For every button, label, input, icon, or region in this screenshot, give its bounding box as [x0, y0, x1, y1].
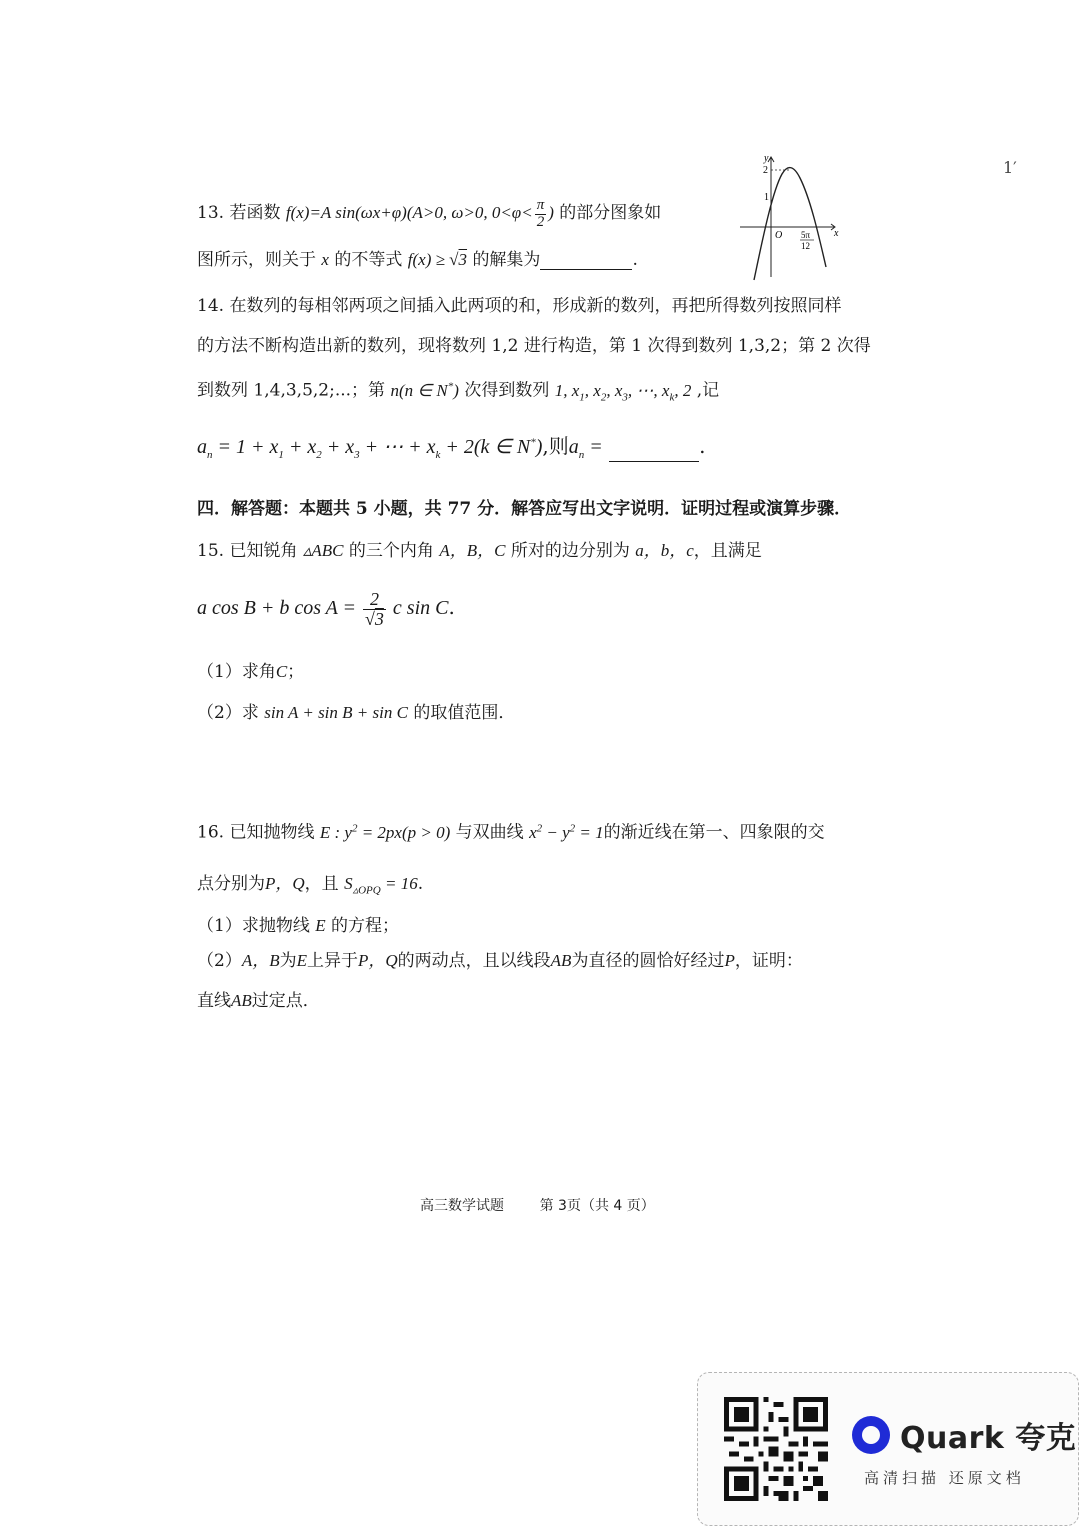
- footer-subject: 高三数学试题: [420, 1198, 504, 1214]
- q16-part-1: [197, 916, 399, 936]
- q15-equation-expr: a cos B + b cos A = $\frac{2}{√3}$ c sin C: [197, 589, 449, 629]
- q16-part2-text2: 上异于: [307, 951, 358, 971]
- q16-line1-prefix: 16. 已知抛物线: [197, 822, 315, 843]
- q16-parabola: E : $y^2 = 2px(p > 0)$: [319, 822, 451, 842]
- y-tick-1: 1: [764, 192, 769, 203]
- origin-label: O: [775, 230, 783, 241]
- q16-line-1: [197, 822, 825, 843]
- q16-part2-text5: ，证明：: [734, 951, 803, 971]
- q15-line1-suffix: ，且满足: [693, 541, 762, 561]
- q15-triangle: ▵ABC: [302, 541, 344, 560]
- q15-sides: a，b，c: [635, 541, 694, 560]
- q16-part2-PQ: P，Q: [358, 951, 398, 970]
- q14-line3-middle: 次得到数列: [464, 380, 550, 401]
- q16-part1-suffix: 的方程；: [331, 916, 400, 936]
- q15-part1-C: C: [275, 662, 288, 681]
- quark-slogan: 高清扫描 还原文档: [864, 1469, 1025, 1487]
- q16-line-2: 点分别为P，Q，且 $S_{▵OPQ} = 16$.: [197, 874, 424, 897]
- y-tick-2: 2: [763, 165, 768, 176]
- q16-area: $S_{▵OPQ} = 16$: [344, 874, 418, 897]
- q16-part2-text1: 为: [279, 951, 297, 971]
- q15-part-1: （1）求角C；: [197, 662, 305, 682]
- q16-part-2: [197, 951, 803, 971]
- q13-variable-x: x: [321, 250, 329, 269]
- q13-line-1: [197, 198, 661, 231]
- sine-curve: [754, 168, 826, 280]
- q14-line4-suffix: ,则: [542, 434, 569, 458]
- q14-sequence: 1, $x_1$, $x_2$, $x_3$, ⋯, $x_k$, 2: [554, 380, 692, 404]
- q15-part-2: [197, 703, 515, 723]
- q14-line-3: [197, 380, 719, 404]
- y-axis-label: y: [764, 153, 769, 164]
- q16-part1-prefix: （1）求抛物线: [197, 916, 310, 936]
- q14-answer-blank: [609, 446, 699, 462]
- q16-points-PQ: P，Q: [265, 874, 305, 893]
- q13-sine-graph: [738, 152, 838, 282]
- q13-line2-middle: 的不等式: [334, 250, 403, 270]
- q15-part2-expr: sin A + sin B + sin C: [264, 703, 408, 722]
- q13-line2-suffix: 的解集为: [472, 250, 541, 270]
- q14-an-eq: $a_n$ =: [568, 436, 603, 461]
- q14-n-in-N: n(n ∈ N*): [390, 380, 459, 400]
- q16-line1-suffix: 的渐近线在第一、四象限的交: [603, 822, 825, 843]
- quark-logo-icon: [852, 1416, 890, 1454]
- q14-line3-suffix: ,记: [696, 380, 720, 401]
- x-tick-numerator: 5π: [801, 230, 811, 240]
- qr-code-icon: [724, 1397, 828, 1501]
- q14-line-2: 的方法不断构造出新的数列，现将数列 1,2 进行构造，第 1 次得到数列 1,3,2；第 2 次得: [197, 336, 871, 356]
- q15-line1-prefix: 15. 已知锐角: [197, 541, 298, 561]
- q15-angles: A，B，C: [439, 541, 506, 560]
- q16-part2-AB: A，B: [241, 951, 280, 970]
- q16-part1-E: E: [315, 916, 326, 935]
- q15-line1-mid2: 所对的边分别为: [510, 541, 630, 561]
- q16-last-prefix: 直线: [197, 991, 231, 1011]
- section-4-heading: 四．解答题：本题共 5 小题，共 77 分．解答应写出文字说明．证明过程或演算步骤．: [197, 499, 852, 519]
- quark-brand-name: Quark 夸克: [900, 1421, 1077, 1456]
- q13-prefix: 13. 若函数: [197, 203, 281, 224]
- q15-line1-mid: 的三个内角: [348, 541, 434, 561]
- page-footer: [420, 1195, 655, 1215]
- q16-hyperbola: $x^2 - y^2 = 1$: [529, 822, 604, 842]
- q15-equation: a cos B + b cos A = $\frac{2}{√3}$ c sin C.: [197, 589, 455, 629]
- q15-part2-text: （2）求: [197, 703, 259, 723]
- quark-scan-badge: [697, 1372, 1079, 1526]
- q16-part2-P: P: [724, 951, 735, 970]
- q16-part2-label: （2）: [197, 951, 242, 971]
- q16-part2-text4: 为直径的圆恰好经过: [571, 951, 725, 971]
- q14-an-formula: $a_n = 1 + x_1 + x_2 + x_3$ + ⋯ + $x_k + 2(k$ ∈ N*): [197, 436, 543, 461]
- q14-line-1: 14. 在数列的每相邻两项之间插入此两项的和，形成新的数列，再把所得数列按照同样: [197, 296, 842, 316]
- q13-line-2: 图所示，则关于 x 的不等式 f(x) ≥ √3 的解集为 .: [197, 250, 638, 270]
- q16-last-suffix: 过定点．: [251, 991, 320, 1011]
- q15-part2-suffix: 的取值范围．: [413, 703, 516, 723]
- q16-last-AB: AB: [231, 991, 252, 1010]
- q16-line1-mid: 与双曲线: [455, 822, 524, 843]
- q13-function-expr: f(x)=A sin(ωx+φ)(A>0, ω>0, 0<φ< $\frac{\pi}{2}$ ): [285, 197, 554, 230]
- q14-line3-prefix: 到数列 1,4,3,5,2;...；第: [197, 380, 386, 401]
- q13-answer-blank: [540, 254, 632, 270]
- q16-line-last: [197, 991, 320, 1011]
- q16-part2-text3: 的两动点，且以线段: [397, 951, 551, 971]
- q14-line-4: $a_n = 1 + x_1 + x_2 + x_3$ + ⋯ + $x_k + 2(k$ ∈ N*),则$a_n$ = .: [197, 434, 706, 461]
- q15-line-1: [197, 541, 762, 561]
- x-axis-label: x: [834, 228, 839, 239]
- q16-part2-segment: AB: [550, 951, 572, 970]
- edge-mark: 1′: [1003, 158, 1017, 177]
- q16-line2-prefix: 点分别为: [197, 874, 265, 894]
- x-tick-denominator: 12: [801, 241, 810, 251]
- q16-line2-mid: ，且: [304, 874, 339, 894]
- footer-page-number: 第 3页（共 4 页）: [539, 1198, 655, 1214]
- q13-line2-prefix: 图所示，则关于: [197, 250, 316, 270]
- q13-suffix: 的部分图象如: [559, 203, 662, 224]
- quark-logo: [852, 1413, 1076, 1457]
- q15-part1-text: （1）求角: [197, 662, 276, 682]
- q16-part2-E: E: [296, 951, 307, 970]
- q13-inequality: f(x) ≥ √3: [407, 250, 468, 269]
